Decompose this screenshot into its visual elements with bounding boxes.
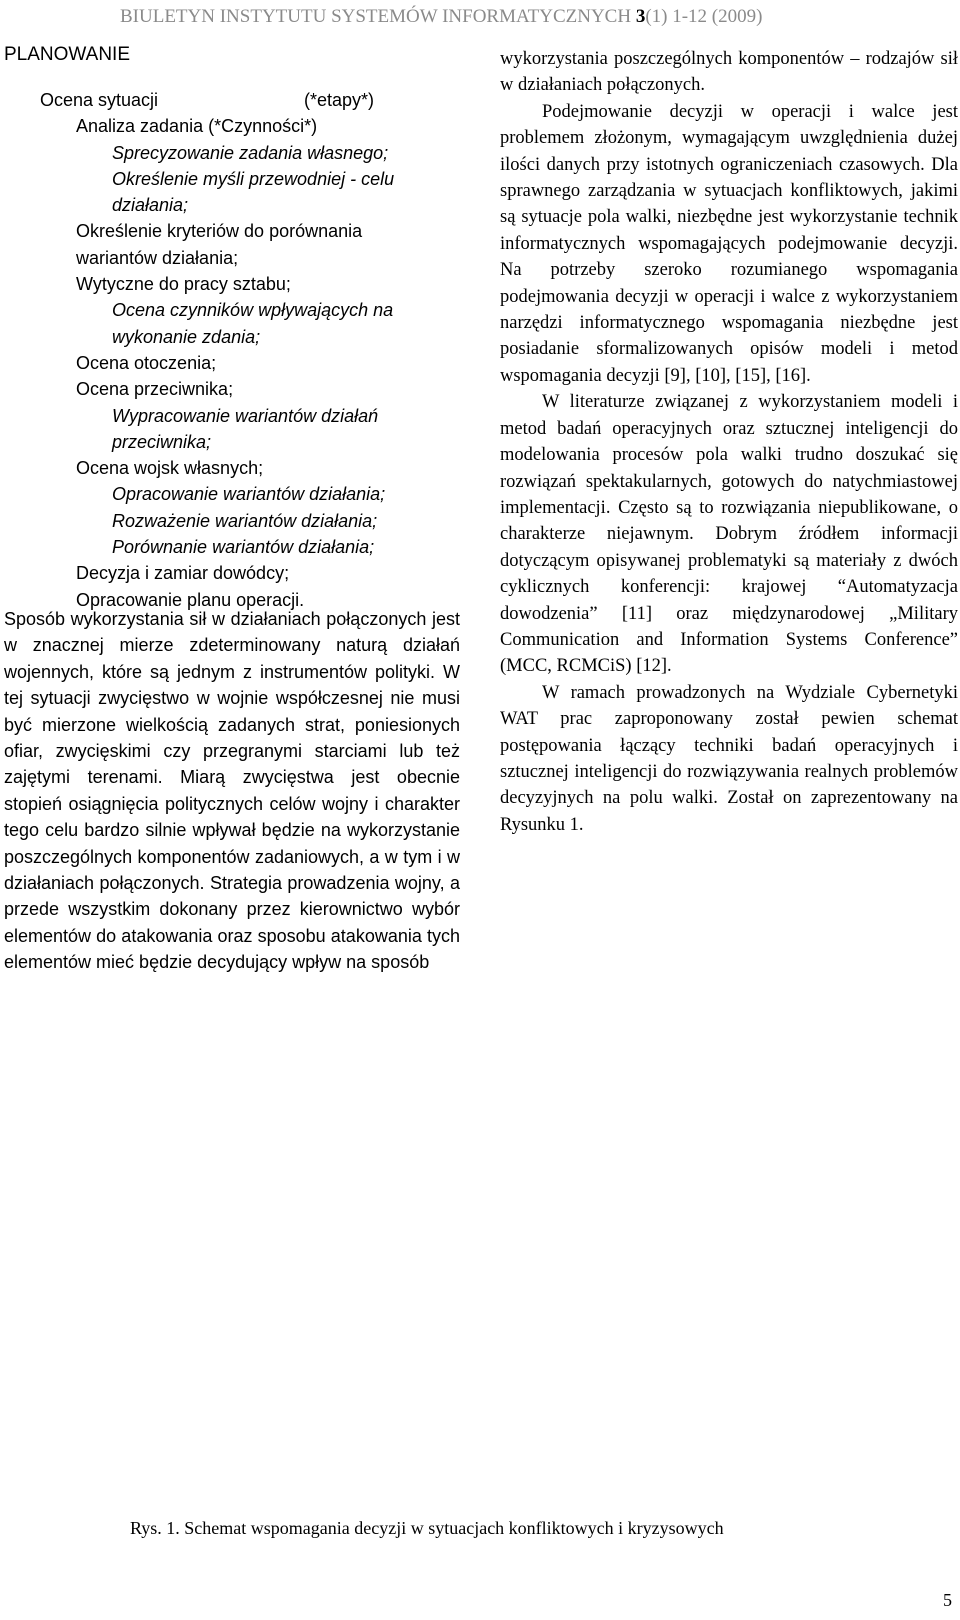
planning-outline	[4, 87, 462, 613]
outline-line: Określenie kryteriów do porównania	[76, 221, 363, 242]
outline-line: wykonanie zdania;	[112, 326, 261, 347]
outline-line: Porównanie wariantów działania;	[112, 537, 375, 558]
outline-line: działania;	[112, 195, 189, 216]
outline-line: Wypracowanie wariantów działań	[112, 405, 379, 426]
outline-line: Rozważenie wariantów działania;	[112, 510, 378, 531]
journal-name: BIULETYN INSTYTUTU SYSTEMÓW INFORMATYCZNYCH	[120, 6, 636, 27]
outline-line: Określenie myśli przewodniej - celu	[112, 168, 395, 189]
issue-info: (1) 1-12 (2009)	[645, 6, 763, 27]
outline-line: Analiza zadania (*Czynności*)	[76, 116, 318, 137]
outline-line: Opracowanie planu operacji.	[76, 589, 305, 610]
right-paragraph: W literaturze związanej z wykorzystaniem modeli i metod badań operacyjnych oraz sztucznej inteligencji do modelowania procesów pola walki trudno doszukać się rozwiązań spektakularnych, gotowych do natychmiastowej implementacji. Często są to rozwiązania niepublikowane, o charakterze niejawnym. Dobrym źródłem informacji dotyczącym opisywanej problematyki są materiały z dwóch cyklicznych konferencji: krajowej “Automatyzacja dowodzenia” [11] oraz międzynarodowej „Military Communication and Information Systems Conference” (MCC, RCMCiS) [12].	[500, 392, 958, 677]
outline-line: Opracowanie wariantów działania;	[112, 484, 386, 505]
figure-caption: Rys. 1. Schemat wspomagania decyzji w sytuacjach konfliktowych i kryzysowych	[130, 1518, 724, 1538]
volume-number: 3	[635, 6, 646, 27]
outline-line: Sprecyzowanie zadania własnego;	[112, 142, 389, 163]
outline-line: wariantów działania;	[76, 247, 239, 268]
page-number: 5	[943, 1590, 952, 1610]
outline-line: Ocena wojsk własnych;	[76, 458, 264, 479]
planowanie-title: PLANOWANIE	[4, 44, 130, 65]
right-column	[500, 46, 958, 838]
left-paragraph: Sposób wykorzystania sił w działaniach połączonych jest w znacznej mierze zdeterminowany naturą działań wojennych, które są jednym z instrumentów polityki. W tej sytuacji zwycięstwo w wojnie współczesnej nie musi być mierzone wielkością zadanych strat, poniesionych ofiar, zwycięskimi czy przegranymi starciami lub też zajętymi terenami. Miarą zwycięstwa jest obecnie stopień osiągnięcia politycznych celów wojny i charakter tego celu bardzo silnie wpływał będzie na wykorzystanie poszczególnych komponentów zadaniowych, a w tym i w działaniach połączonych. Strategia prowadzenia wojny, a przede wszystkim dokonany przez kierownictwo wybór elementów do atakowania oraz sposobu atakowania tych elementów mieć będzie decydujący wpływ na sposób	[4, 609, 460, 973]
outline-line: Ocena przeciwnika;	[76, 379, 234, 400]
right-paragraph: W ramach prowadzonych na Wydziale Cybernetyki WAT prac zaproponowany został pewien schemat postępowania łączący techniki badań operacyjnych i sztucznej inteligencji do rozwiązywania realnych problemów decyzyjnych na polu walki. Został on zaprezentowany na Rysunku 1.	[500, 682, 958, 835]
outline-line: Ocena czynników wpływających na	[112, 300, 394, 321]
outline-line: Wytyczne do pracy sztabu;	[76, 274, 291, 295]
outline-line: Decyzja i zamiar dowódcy;	[76, 563, 290, 584]
outline-line: przeciwnika;	[112, 431, 212, 452]
etapy-label: (*etapy*)	[304, 90, 375, 110]
outline-line: Ocena otoczenia;	[76, 352, 217, 373]
right-paragraph: wykorzystania poszczególnych komponentów – rodzajów sił w działaniach połączonych.	[500, 49, 958, 96]
outline-line: Ocena sytuacji	[40, 90, 159, 110]
right-paragraph: Podejmowanie decyzji w operacji i walce jest problemem złożonym, wymagającym uwzględnienia dużej ilości danych przy istotnych ograniczeniach czasowych. Dla sprawnego zarządzania w sytuacjach konfliktowych, jakimi są sytuacje pola walki, niezbędne jest wykorzystanie technik informatycznych wspomagających podejmowanie decyzji. Na potrzeby szeroko rozumianego wspomagania podejmowania decyzji w operacji i walce z wykorzystaniem narzędzi informatycznego wspomagania niezbędne jest posiadanie sformalizowanych opisów modeli i metod wspomagania decyzji [9], [10], [15], [16].	[500, 101, 958, 386]
running-header	[120, 6, 840, 28]
